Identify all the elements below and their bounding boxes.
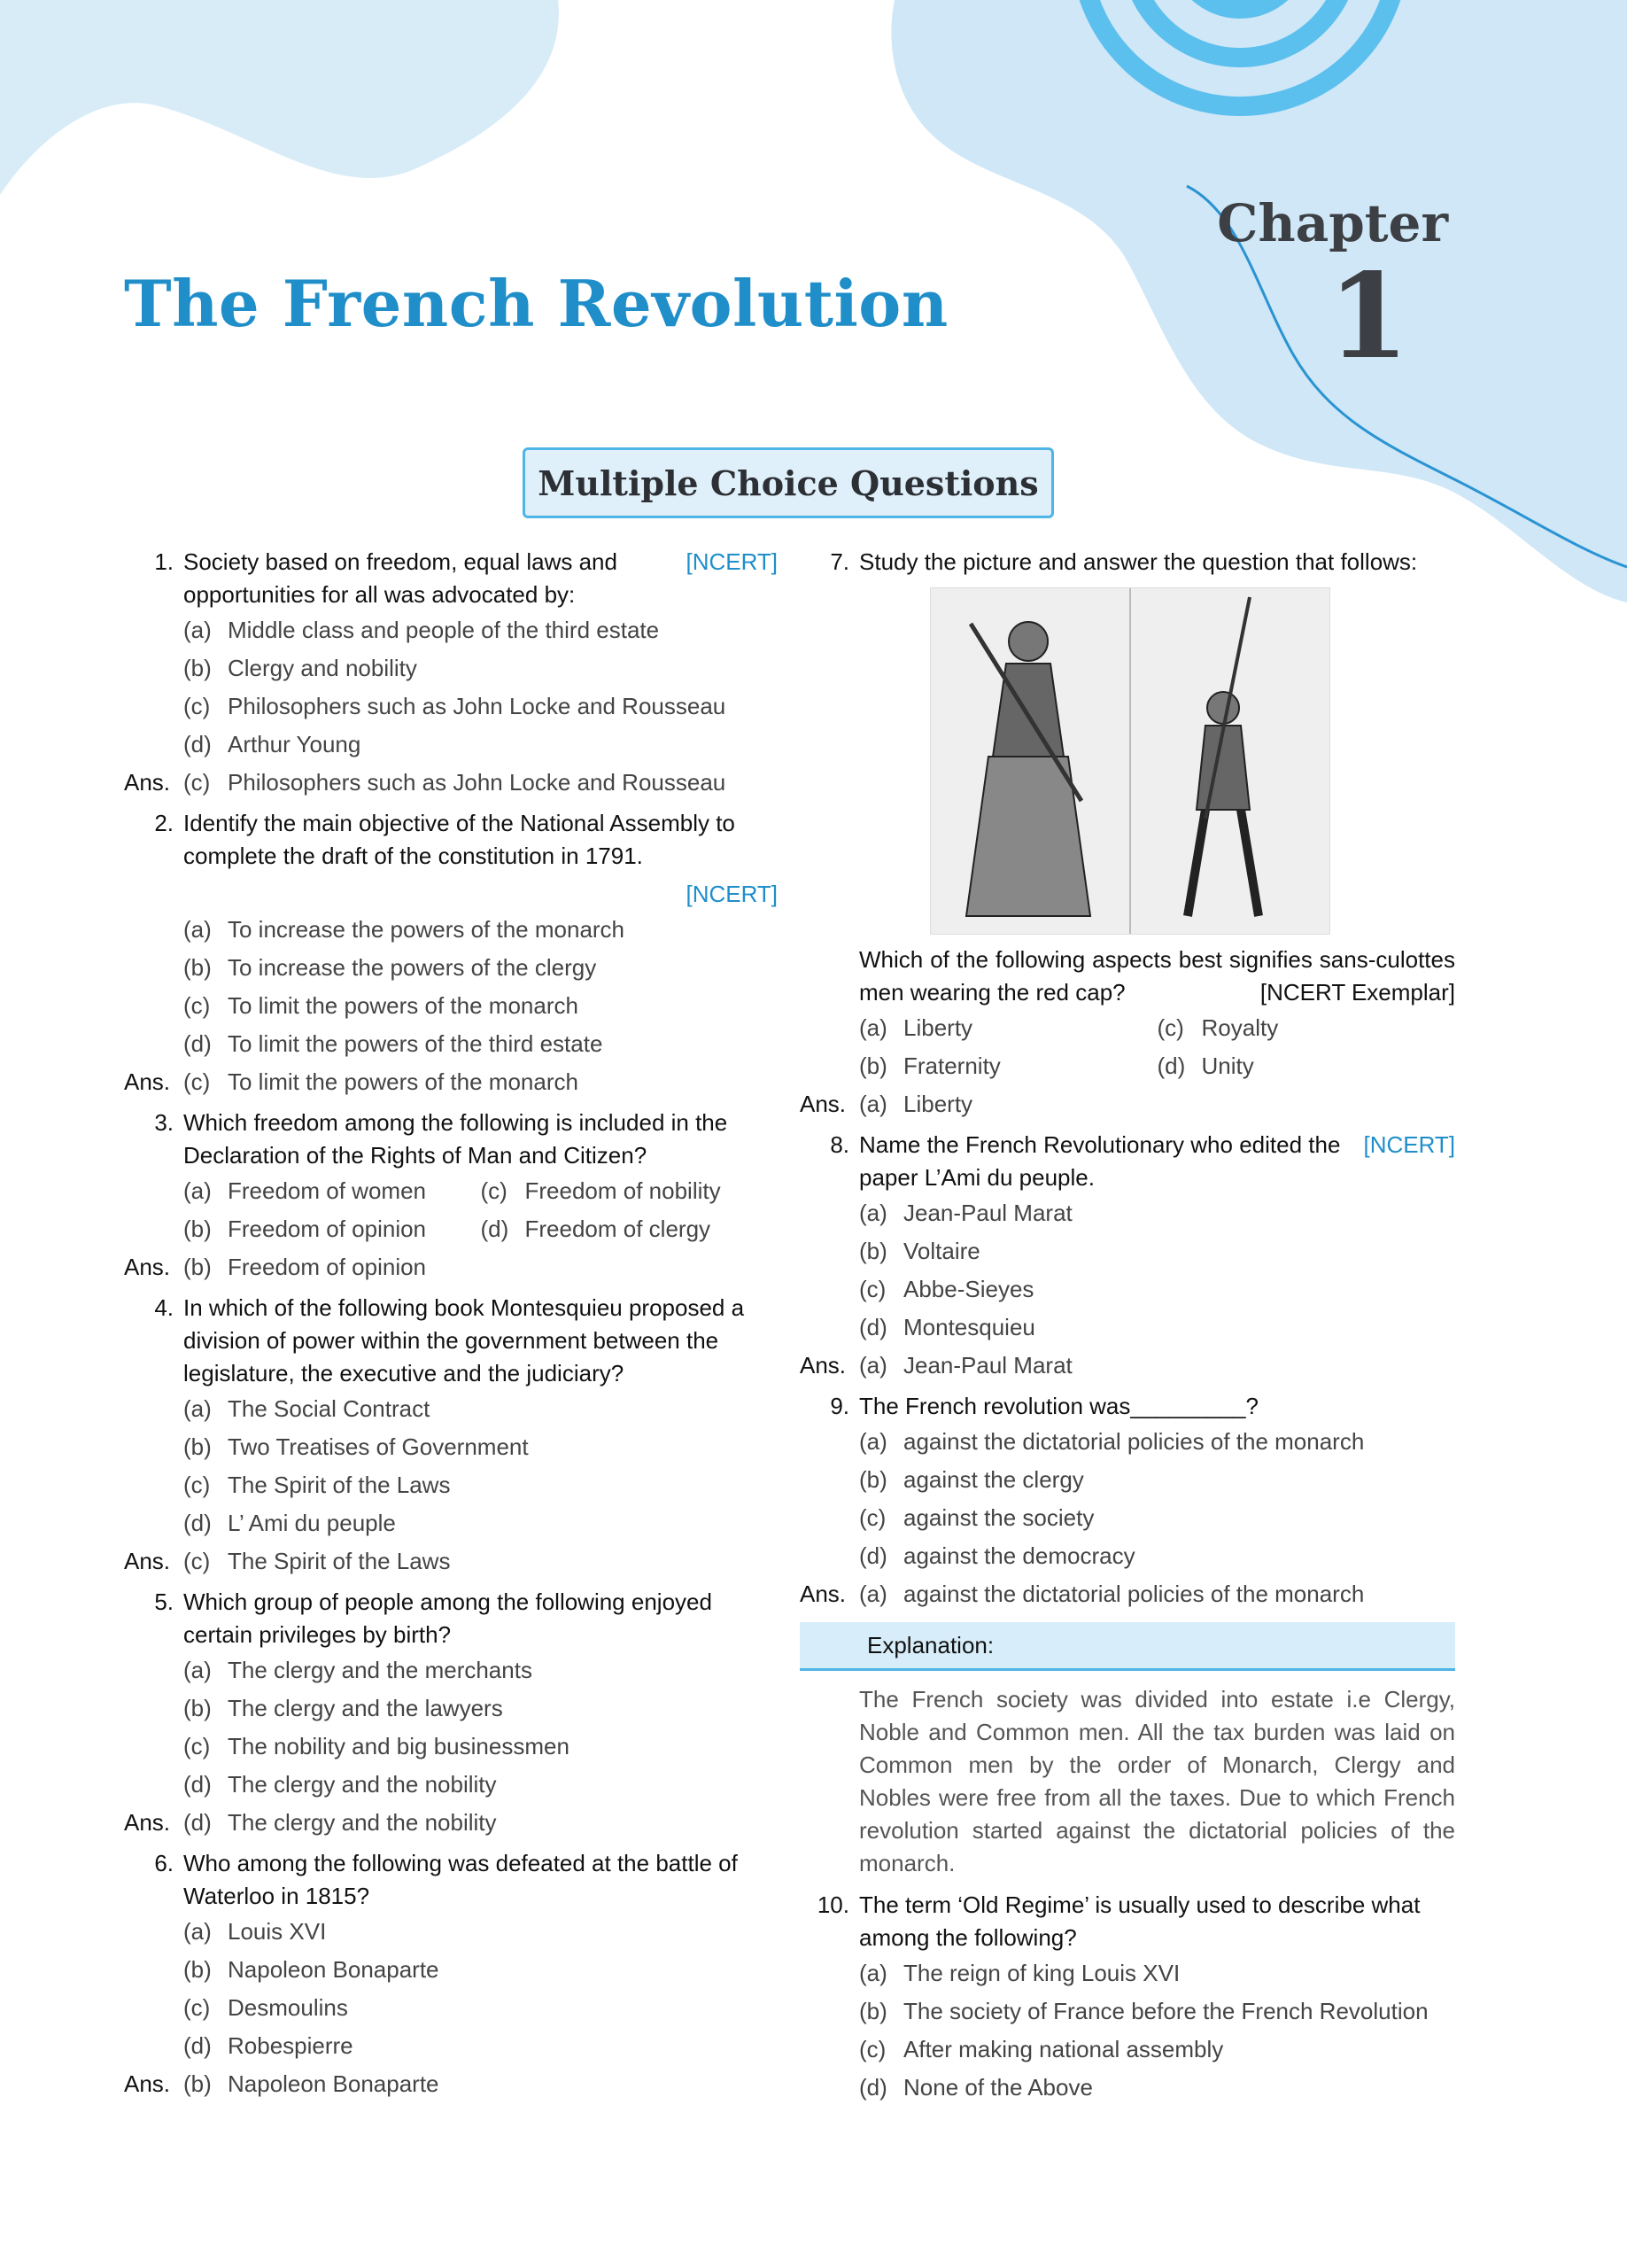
question-text: Identify the main objective of the National Assembly to complete the draft of the constitution in 1791. (183, 810, 735, 869)
option-letter: (c) (183, 693, 211, 719)
answer-label: Ans. (800, 1091, 847, 1117)
option-letter: (d) (183, 1510, 212, 1536)
option (183, 687, 778, 726)
option-text: Montesquieu (903, 1314, 1035, 1340)
answer (124, 1063, 778, 1101)
answer (124, 1804, 778, 1842)
answer (800, 1085, 1455, 1123)
option (859, 1954, 1455, 1992)
answer-label: Ans. (124, 1548, 171, 1574)
answer (124, 1248, 778, 1286)
option-text: Two Treatises of Government (228, 1433, 529, 1460)
option (481, 1172, 779, 1210)
option-text: The reign of king Louis XVI (903, 1960, 1181, 1986)
option-text: To limit the powers of the monarch (228, 992, 578, 1019)
option-letter: (b) (859, 1238, 887, 1264)
sans-culottes-picture (930, 587, 1330, 935)
answer-text: Freedom of opinion (228, 1254, 427, 1280)
question-text: Study the picture and answer the question that follows: (859, 548, 1418, 575)
answer-label: Ans. (124, 1254, 171, 1280)
section-banner (523, 447, 1054, 518)
option-text: The Spirit of the Laws (228, 1472, 451, 1498)
option-text: The Social Contract (228, 1395, 430, 1422)
left-column (124, 540, 778, 2103)
option-text: Voltaire (903, 1238, 980, 1264)
answer-letter: (c) (183, 1548, 211, 1574)
option-letter: (a) (183, 1177, 212, 1204)
option-text: Philosophers such as John Locke and Rousseau (228, 693, 726, 719)
option-text: Freedom of nobility (524, 1177, 721, 1204)
answer-letter: (b) (183, 1254, 212, 1280)
option-letter: (a) (183, 617, 212, 643)
option (183, 1172, 481, 1210)
answer-letter: (b) (183, 2070, 212, 2097)
question-text: In which of the following book Montesquieu proposed a division of power within the government between the legislature, the executive and the judiciary? (183, 1294, 745, 1386)
option-letter: (d) (183, 731, 212, 757)
page-title: The French Revolution (124, 266, 949, 341)
option (183, 1689, 778, 1728)
question-text: Name the French Revolutionary who edited the paper L’Ami du peuple. (859, 1131, 1341, 1191)
option (859, 1194, 1455, 1232)
section-title: Multiple Choice Questions (538, 462, 1039, 503)
question-text: Which freedom among the following is included in the Declaration of the Rights of Man and Citizen? (183, 1109, 728, 1169)
options (124, 1390, 778, 1542)
question-number: 9. (830, 1393, 849, 1419)
option-letter: (c) (183, 1472, 211, 1498)
option (481, 1210, 779, 1248)
option (183, 611, 778, 649)
option-letter: (d) (183, 1030, 212, 1057)
option-letter: (c) (859, 2036, 887, 2062)
question-text: Society based on freedom, equal laws and opportunities for all was advocated by: (183, 548, 617, 608)
answer (800, 1575, 1455, 1613)
option (183, 1913, 778, 1951)
option-letter: (c) (1157, 1014, 1184, 1041)
option-letter: (d) (1157, 1052, 1186, 1079)
option-text: Desmoulins (228, 1994, 348, 2021)
option-letter: (a) (183, 1918, 212, 1945)
option (859, 2069, 1455, 2107)
question-7-sub (800, 944, 1455, 1009)
answer (124, 2065, 778, 2103)
option-text: The clergy and the nobility (228, 1771, 497, 1798)
answer-label: Ans. (124, 2070, 171, 2097)
option-letter: (d) (480, 1216, 509, 1242)
option-text: Freedom of women (228, 1177, 426, 1204)
question-number: 5. (154, 1588, 174, 1615)
option-letter: (a) (183, 1657, 212, 1683)
question-8 (800, 1129, 1455, 1194)
option (183, 1651, 778, 1689)
options (124, 1651, 778, 1804)
answer-text: against the dictatorial policies of the monarch (903, 1581, 1365, 1607)
option (183, 911, 778, 949)
question-number: 2. (154, 810, 174, 836)
answer-text: The clergy and the nobility (228, 1809, 497, 1836)
option-text: Louis XVI (228, 1918, 327, 1945)
question-text: Which of the following aspects best signifies sans-culottes men wearing the red cap? (859, 946, 1455, 1006)
option (859, 1270, 1455, 1309)
option-text: against the democracy (903, 1542, 1135, 1569)
option-letter: (c) (480, 1177, 507, 1204)
option-text: Jean-Paul Marat (903, 1200, 1073, 1226)
option-text: To increase the powers of the monarch (228, 916, 625, 943)
answer-letter: (a) (859, 1091, 887, 1117)
options (124, 1172, 778, 1248)
option (859, 1009, 1158, 1047)
option (183, 1728, 778, 1766)
option (183, 1428, 778, 1466)
option-letter: (a) (859, 1014, 887, 1041)
question-3 (124, 1107, 778, 1172)
options (124, 911, 778, 1063)
option-text: The nobility and big businessmen (228, 1733, 569, 1759)
right-questions (800, 1129, 1455, 1613)
option-letter: (d) (859, 1542, 887, 1569)
option-text: After making national assembly (903, 2036, 1224, 2062)
option (859, 1309, 1455, 1347)
question-1 (124, 546, 778, 611)
question-text: Which group of people among the following enjoyed certain privileges by birth? (183, 1588, 712, 1648)
options (800, 1194, 1455, 1347)
option (183, 1210, 481, 1248)
option-letter: (b) (183, 1695, 212, 1721)
option-letter: (b) (183, 1433, 212, 1460)
option-text: None of the Above (903, 2074, 1093, 2101)
option (859, 1537, 1455, 1575)
option-text: Royalty (1201, 1014, 1279, 1041)
option-text: Arthur Young (228, 731, 361, 757)
question-number: 1. (154, 548, 174, 575)
option-letter: (b) (859, 1466, 887, 1493)
answer-label: Ans. (800, 1352, 847, 1379)
option-letter: (c) (183, 1994, 211, 2021)
answer-letter: (a) (859, 1581, 887, 1607)
options (124, 1913, 778, 2065)
answer (124, 764, 778, 802)
option-letter: (a) (859, 1428, 887, 1455)
question-5 (124, 1586, 778, 1651)
answer-text: Philosophers such as John Locke and Rousseau (228, 769, 726, 796)
option-letter: (d) (183, 1771, 212, 1798)
option (183, 1390, 778, 1428)
option-letter: (a) (859, 1960, 887, 1986)
answer-letter: (c) (183, 1068, 211, 1095)
option-letter: (b) (183, 655, 212, 681)
option-letter: (d) (859, 1314, 887, 1340)
option-text: The society of France before the French Revolution (903, 1998, 1429, 2024)
question-number: 6. (154, 1850, 174, 1876)
question-10 (800, 1889, 1455, 1954)
option-text: against the society (903, 1504, 1095, 1531)
answer-text: To limit the powers of the monarch (228, 1068, 578, 1095)
answer (800, 1347, 1455, 1385)
answer-text: Jean-Paul Marat (903, 1352, 1073, 1379)
engraving-image (931, 588, 1329, 934)
chapter-label: Chapter (1217, 193, 1448, 253)
source-tag: [NCERT] (1363, 1131, 1455, 1158)
option-letter: (c) (183, 992, 211, 1019)
answer-text: The Spirit of the Laws (228, 1548, 451, 1574)
question-2 (124, 807, 778, 873)
option (859, 1461, 1455, 1499)
option-text: against the dictatorial policies of the monarch (903, 1428, 1365, 1455)
question-4 (124, 1292, 778, 1390)
option-text: To limit the powers of the third estate (228, 1030, 603, 1057)
question-number: 7. (830, 548, 849, 575)
question-number: 3. (154, 1109, 174, 1136)
option (183, 1504, 778, 1542)
option-text: The clergy and the lawyers (228, 1695, 503, 1721)
explanation-header (800, 1622, 1455, 1671)
option-text: Abbe-Sieyes (903, 1276, 1034, 1302)
option (183, 987, 778, 1025)
option (183, 1025, 778, 1063)
answer-text: Napoleon Bonaparte (228, 2070, 439, 2097)
option-text: The clergy and the merchants (228, 1657, 532, 1683)
option-letter: (b) (183, 1216, 212, 1242)
option-letter: (b) (183, 1956, 212, 1983)
options (800, 1009, 1455, 1085)
option (859, 1992, 1455, 2031)
option-text: To increase the powers of the clergy (228, 954, 597, 981)
option (183, 2027, 778, 2065)
option (183, 1766, 778, 1804)
option-text: Clergy and nobility (228, 655, 417, 681)
source-tag: [NCERT] (686, 548, 778, 575)
option-letter: (a) (859, 1200, 887, 1226)
options (800, 1954, 1455, 2107)
question-number: 10. (817, 1891, 849, 1918)
answer-text: Liberty (903, 1091, 973, 1117)
source-tag: [NCERT] (686, 881, 778, 907)
answer-letter: (d) (183, 1809, 212, 1836)
answer-letter: (a) (859, 1352, 887, 1379)
question-9 (800, 1390, 1455, 1423)
answer (124, 1542, 778, 1581)
right-column (800, 540, 1455, 2107)
option (183, 1989, 778, 2027)
option (859, 1232, 1455, 1270)
source-tag: [NCERT Exemplar] (1259, 979, 1455, 1006)
explanation-heading: Explanation: (867, 1631, 995, 1658)
question-text: Who among the following was defeated at the battle of Waterloo in 1815? (183, 1850, 738, 1909)
top-left-blob (0, 0, 559, 195)
question-7 (800, 546, 1455, 579)
question-6 (124, 1847, 778, 1913)
question-number: 8. (830, 1131, 849, 1158)
option (183, 726, 778, 764)
option (183, 949, 778, 987)
explanation-text: The French society was divided into estate i.e Clergy, Noble and Common men. All the tax burden was laid on Common men by the order of Monarch, Clergy and Nobles were free from all the taxes. Due to which French revolution started against the dictatorial policies of the monarch. (859, 1686, 1455, 1876)
option-letter: (a) (183, 1395, 212, 1422)
option-letter: (b) (859, 1052, 887, 1079)
option (183, 1951, 778, 1989)
option-letter: (a) (183, 916, 212, 943)
option-text: Liberty (903, 1014, 973, 1041)
option-letter: (b) (859, 1998, 887, 2024)
option-letter: (c) (859, 1504, 887, 1531)
option-letter: (c) (183, 1733, 211, 1759)
option-text: Fraternity (903, 1052, 1001, 1079)
question-10-block (800, 1889, 1455, 2107)
option (859, 1423, 1455, 1461)
answer-letter: (c) (183, 769, 211, 796)
option-text: Robespierre (228, 2032, 353, 2059)
answer-label: Ans. (124, 1068, 171, 1095)
option (1158, 1009, 1456, 1047)
option-letter: (d) (183, 2032, 212, 2059)
options (124, 611, 778, 764)
option (183, 649, 778, 687)
option-text: Napoleon Bonaparte (228, 1956, 439, 1983)
option-text: L’ Ami du peuple (228, 1510, 396, 1536)
option-letter: (c) (859, 1276, 887, 1302)
answer-label: Ans. (124, 1809, 171, 1836)
option-text: Middle class and people of the third estate (228, 617, 660, 643)
chapter-number: 1 (1328, 248, 1409, 385)
option-letter: (b) (183, 954, 212, 981)
answer-label: Ans. (124, 769, 171, 796)
option (183, 1466, 778, 1504)
option-text: Freedom of opinion (228, 1216, 427, 1242)
option-text: against the clergy (903, 1466, 1084, 1493)
option (859, 1047, 1158, 1085)
option (859, 1499, 1455, 1537)
question-text: The term ‘Old Regime’ is usually used to describe what among the following? (859, 1891, 1421, 1951)
question-text: The French revolution was_________? (859, 1393, 1259, 1419)
option-letter: (d) (859, 2074, 887, 2101)
option-text: Freedom of clergy (524, 1216, 711, 1242)
option (1158, 1047, 1456, 1085)
options (800, 1423, 1455, 1575)
option-text: Unity (1201, 1052, 1254, 1079)
answer-label: Ans. (800, 1581, 847, 1607)
option (859, 2031, 1455, 2069)
question-number: 4. (154, 1294, 174, 1321)
